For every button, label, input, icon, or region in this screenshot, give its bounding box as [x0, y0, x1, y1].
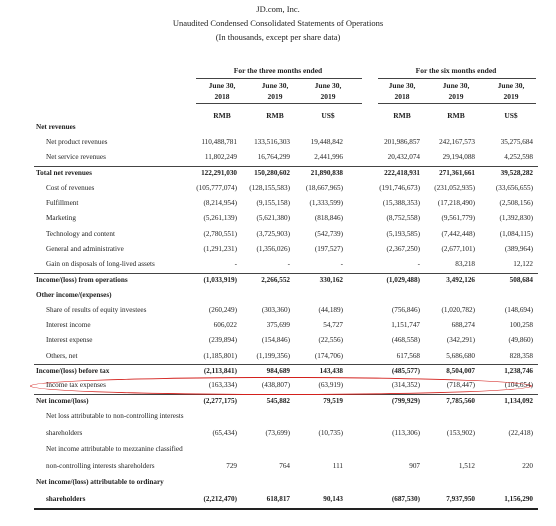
column-header-date: June 30, [208, 81, 236, 90]
row-value: - [287, 260, 290, 268]
row-label: Net income attributable to mezzanine classified [46, 445, 183, 453]
row-value: 7,785,560 [446, 397, 475, 405]
row-value: - [234, 260, 237, 268]
row-value: 907 [409, 462, 420, 470]
row-value: (303,360) [261, 306, 290, 314]
row-value: (1,199,356) [256, 352, 290, 360]
column-header-currency: US$ [321, 111, 335, 120]
row-value: 83,218 [455, 260, 475, 268]
column-header-currency: RMB [393, 111, 411, 120]
row-value: - [340, 260, 343, 268]
column-header-currency: RMB [447, 111, 465, 120]
column-header-date: June 30, [261, 81, 289, 90]
row-value: (5,261,139) [203, 214, 237, 222]
row-value: 7,937,950 [446, 495, 475, 503]
row-value: (2,277,175) [203, 397, 237, 405]
row-value: (197,527) [314, 245, 343, 253]
row-value: 271,361,661 [439, 169, 475, 177]
row-value: (49,860) [508, 336, 533, 344]
row-value: (1,185,801) [203, 352, 237, 360]
row-value: 35,275,684 [500, 138, 533, 146]
group-three-months: For the three months ended [233, 66, 323, 75]
row-label: Interest income [46, 321, 91, 329]
row-value: 79,519 [323, 397, 343, 405]
row-label: Net income/(loss) [36, 397, 89, 405]
row-value: 1,134,092 [504, 397, 533, 405]
row-value: (1,333,599) [309, 199, 343, 207]
row-value: 1,151,747 [391, 321, 420, 329]
row-value: (73,699) [265, 429, 290, 437]
row-value: (342,291) [446, 336, 475, 344]
row-value: 1,156,290 [504, 495, 533, 503]
group-underline-three [196, 78, 362, 79]
column-header-date: June 30, [442, 81, 470, 90]
row-label: Other income/(expenses) [36, 291, 112, 299]
row-value: (148,694) [504, 306, 533, 314]
row-value: 3,492,126 [446, 276, 475, 284]
row-value: (314,352) [391, 381, 420, 389]
row-label: Others, net [46, 352, 78, 360]
column-header-year: 2019 [267, 92, 283, 101]
table-row [0, 304, 556, 318]
row-value: 20,432,074 [387, 153, 420, 161]
row-value: (33,656,655) [495, 184, 533, 192]
column-header-date: June 30, [497, 81, 525, 90]
column-header-year: 2018 [214, 92, 230, 101]
row-value: (2,212,470) [203, 495, 237, 503]
table-row [0, 350, 556, 364]
row-value: (8,214,954) [203, 199, 237, 207]
row-label: Net service revenues [46, 153, 106, 161]
table-row [0, 493, 556, 507]
row-value: 618,817 [266, 495, 290, 503]
row-value: 11,802,249 [204, 153, 237, 161]
row-value: (687,530) [391, 495, 420, 503]
statement-title: Unaudited Condensed Consolidated Statements of Operations [172, 18, 384, 28]
row-value: (7,442,448) [441, 230, 475, 238]
row-value: (153,902) [446, 429, 475, 437]
table-row [0, 476, 556, 490]
row-label: shareholders [46, 495, 86, 503]
table-row [0, 319, 556, 333]
row-value: 617,568 [396, 352, 420, 360]
row-value: (2,780,551) [203, 230, 237, 238]
row-label: non-controlling interests shareholders [46, 462, 155, 470]
row-value: (438,807) [261, 381, 290, 389]
table-row [0, 121, 556, 135]
row-value: 4,252,598 [504, 153, 533, 161]
table-row [0, 289, 556, 303]
row-value: (718,447) [446, 381, 475, 389]
column-header-currency: RMB [266, 111, 284, 120]
row-value: (485,577) [391, 367, 420, 375]
row-value: (15,388,353) [382, 199, 420, 207]
column-header-year: 2018 [394, 92, 410, 101]
row-value: 16,764,299 [257, 153, 290, 161]
row-value: 2,441,996 [314, 153, 343, 161]
highlight-oval [30, 377, 532, 395]
row-label: Income tax expenses [46, 381, 106, 389]
row-label: Net loss attributable to non-controlling interests [46, 412, 184, 420]
row-value: (231,052,935) [434, 184, 475, 192]
column-header-currency: US$ [504, 111, 518, 120]
table-row [0, 136, 556, 150]
group-underline-six [378, 78, 536, 79]
row-value: (65,434) [212, 429, 237, 437]
row-value: (5,621,380) [256, 214, 290, 222]
row-label: Net revenues [36, 123, 76, 131]
row-value: (191,746,673) [379, 184, 420, 192]
row-label: Share of results of equity investees [46, 306, 147, 314]
row-divider [34, 273, 538, 274]
row-value: 242,167,573 [439, 138, 475, 146]
row-value: 984,689 [266, 367, 290, 375]
row-value: (818,846) [314, 214, 343, 222]
row-value: (756,846) [391, 306, 420, 314]
row-label: Marketing [46, 214, 76, 222]
row-label: Technology and content [46, 230, 115, 238]
row-value: (8,752,558) [386, 214, 420, 222]
table-row [0, 395, 556, 409]
row-value: (389,964) [504, 245, 533, 253]
row-value: 90,143 [323, 495, 343, 503]
row-value: (154,846) [261, 336, 290, 344]
column-header-year: 2019 [503, 92, 519, 101]
table-row [0, 167, 556, 181]
row-value: (1,033,919) [203, 276, 237, 284]
row-value: (174,706) [314, 352, 343, 360]
row-value: (3,725,903) [256, 230, 290, 238]
row-value: (1,291,231) [203, 245, 237, 253]
row-value: (104,654) [504, 381, 533, 389]
header-rule-six [378, 103, 536, 104]
row-label: Net income/(loss) attributable to ordinary [36, 478, 164, 486]
row-label: Income/(loss) from operations [36, 276, 128, 284]
row-value: (2,367,250) [386, 245, 420, 253]
row-value: 54,727 [323, 321, 343, 329]
row-value: 330,162 [319, 276, 343, 284]
row-value: (2,113,841) [203, 367, 237, 375]
row-label: Income/(loss) before tax [36, 367, 110, 375]
row-divider [34, 364, 538, 365]
row-value: 133,516,303 [254, 138, 290, 146]
table-row [0, 460, 556, 474]
row-label: Fulfillment [46, 199, 79, 207]
row-value: (113,306) [392, 429, 420, 437]
row-value: 828,358 [509, 352, 533, 360]
company-name: JD.com, Inc. [256, 4, 300, 14]
row-value: (1,392,830) [499, 214, 533, 222]
row-value: 2,266,552 [261, 276, 290, 284]
row-divider [34, 166, 538, 167]
table-row [0, 274, 556, 288]
row-value: - [417, 260, 420, 268]
row-value: (22,418) [508, 429, 533, 437]
row-value: (1,020,782) [441, 306, 475, 314]
group-six-months: For the six months ended [415, 66, 497, 75]
row-value: 508,684 [509, 276, 533, 284]
row-value: (18,667,965) [305, 184, 343, 192]
row-value: (260,249) [208, 306, 237, 314]
row-value: 122,291,030 [201, 169, 237, 177]
row-value: 688,274 [451, 321, 475, 329]
row-label: Gain on disposals of long-lived assets [46, 260, 155, 268]
row-value: 39,528,282 [500, 169, 533, 177]
row-value: 12,122 [513, 260, 533, 268]
column-header-year: 2019 [448, 92, 464, 101]
row-value: (9,561,779) [441, 214, 475, 222]
row-value: (2,508,156) [499, 199, 533, 207]
table-row [0, 427, 556, 441]
row-value: (10,735) [318, 429, 343, 437]
row-value: 21,890,838 [310, 169, 343, 177]
row-value: (128,155,583) [249, 184, 290, 192]
row-value: 1,512 [458, 462, 475, 470]
row-value: (1,084,115) [499, 230, 533, 238]
row-value: 110,488,781 [201, 138, 237, 146]
table-row [0, 228, 556, 242]
column-header-year: 2019 [320, 92, 336, 101]
row-value: 8,504,007 [446, 367, 475, 375]
row-value: 143,438 [319, 367, 343, 375]
row-value: 5,686,680 [446, 352, 475, 360]
table-row [0, 151, 556, 165]
row-value: 29,194,088 [442, 153, 475, 161]
row-value: (542,739) [314, 230, 343, 238]
row-value: (239,894) [208, 336, 237, 344]
row-value: 606,022 [213, 321, 237, 329]
row-value: (5,193,585) [386, 230, 420, 238]
table-row [0, 197, 556, 211]
column-header-date: June 30, [388, 81, 416, 90]
row-value: 545,882 [266, 397, 290, 405]
header-rule-three [196, 103, 362, 104]
row-label: shareholders [46, 429, 83, 437]
row-value: 19,448,842 [310, 138, 343, 146]
table-row [0, 334, 556, 348]
table-row [0, 258, 556, 272]
row-label: Total net revenues [36, 169, 92, 177]
table-row [0, 243, 556, 257]
row-divider [34, 508, 538, 510]
row-value: 222,418,931 [384, 169, 420, 177]
table-row [0, 182, 556, 196]
row-label: Cost of revenues [46, 184, 95, 192]
row-value: (17,218,490) [437, 199, 475, 207]
row-value: 111 [332, 462, 343, 470]
column-header-date: June 30, [314, 81, 342, 90]
row-value: (9,155,158) [256, 199, 290, 207]
row-value: (2,677,101) [441, 245, 475, 253]
row-value: 220 [522, 462, 533, 470]
row-value: (1,356,026) [256, 245, 290, 253]
row-label: Net product revenues [46, 138, 108, 146]
table-row [0, 443, 556, 457]
row-label: Interest expense [46, 336, 93, 344]
statement-subtitle: (In thousands, except per share data) [215, 32, 341, 42]
row-value: (63,919) [318, 381, 343, 389]
row-value: (44,189) [318, 306, 343, 314]
row-value: 764 [279, 462, 290, 470]
column-header-currency: RMB [213, 111, 231, 120]
row-value: 150,280,602 [254, 169, 290, 177]
row-value: (799,929) [391, 397, 420, 405]
row-value: (22,556) [318, 336, 343, 344]
row-value: (468,558) [391, 336, 420, 344]
row-value: (163,334) [208, 381, 237, 389]
row-value: 100,258 [509, 321, 533, 329]
row-value: 729 [226, 462, 237, 470]
table-row [0, 212, 556, 226]
table-row [0, 410, 556, 424]
row-value: 375,699 [266, 321, 290, 329]
row-label: General and administrative [46, 245, 124, 253]
row-value: 1,238,746 [504, 367, 533, 375]
row-value: (1,029,488) [386, 276, 420, 284]
row-value: 201,986,857 [384, 138, 420, 146]
row-value: (105,777,074) [196, 184, 237, 192]
